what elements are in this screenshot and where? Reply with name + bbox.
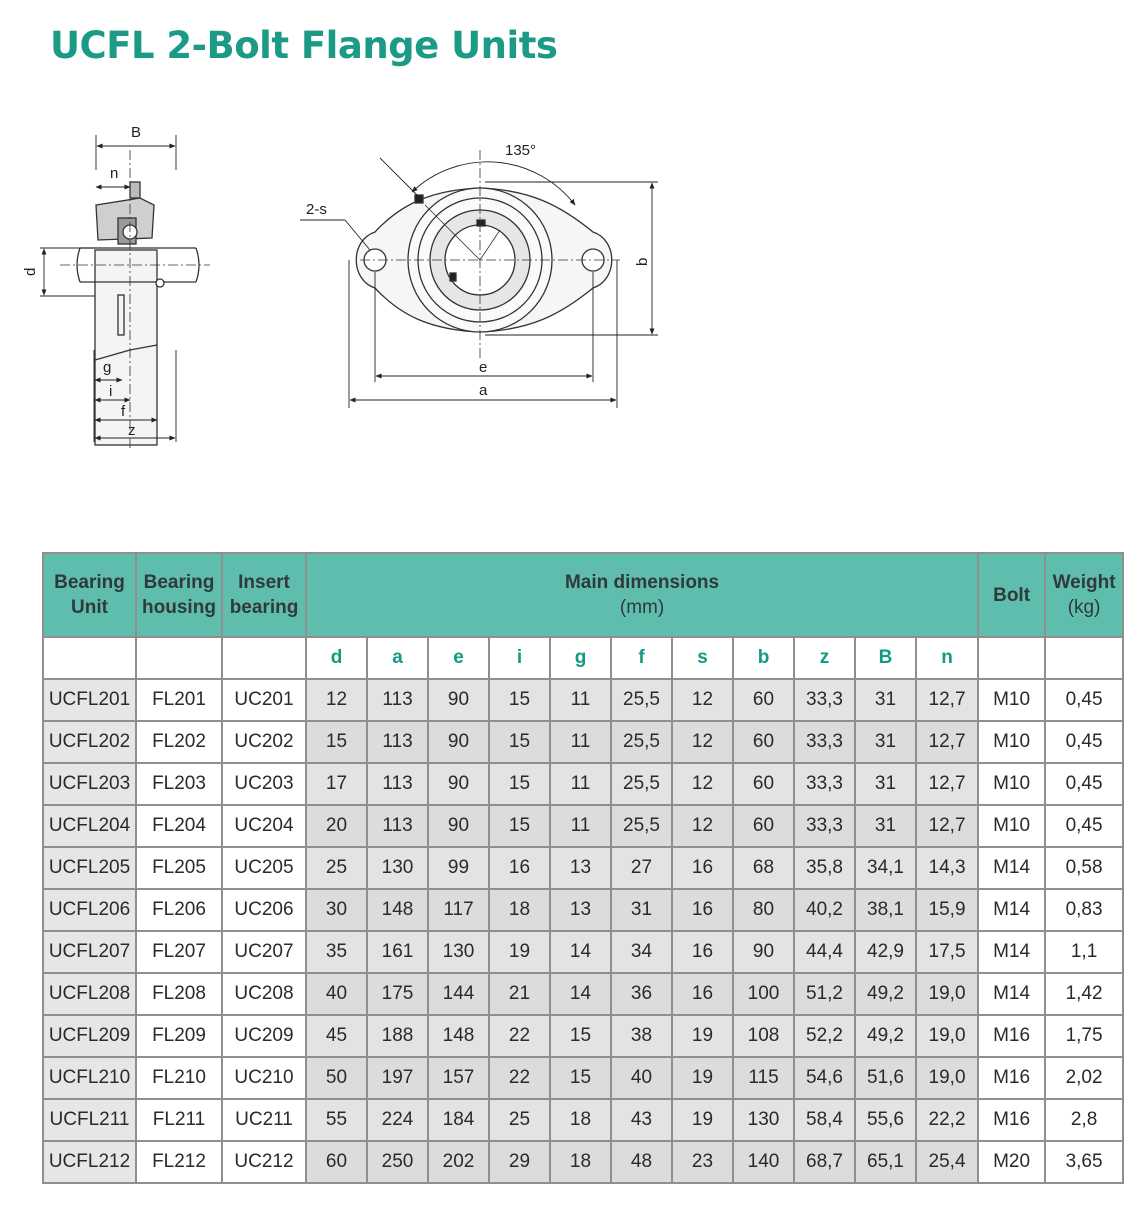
cell-dimension-b: 100 <box>733 973 794 1015</box>
cell-dimension-z: 33,3 <box>794 679 855 721</box>
header-insert-bearing-line1: Insert <box>238 572 290 593</box>
cell-dimension-b: 130 <box>733 1099 794 1141</box>
cell-dimension-g: 14 <box>550 931 611 973</box>
table-row <box>43 679 1123 721</box>
cell-weight: 0,45 <box>1045 721 1123 763</box>
blank-header-cell <box>1045 637 1123 679</box>
cell-dimension-i: 25 <box>489 1099 550 1141</box>
cell-dimension-e: 130 <box>428 931 489 973</box>
cell-dimension-f: 36 <box>611 973 672 1015</box>
cell-dimension-g: 11 <box>550 679 611 721</box>
cell-bearing-housing: FL204 <box>136 805 222 847</box>
label-2-s: 2-s <box>306 201 327 218</box>
cell-bearing-unit: UCFL201 <box>43 679 136 721</box>
dimension-symbol-row <box>43 637 1123 679</box>
cell-dimension-B: 31 <box>855 679 916 721</box>
header-bearing-housing <box>136 553 222 637</box>
cell-dimension-B: 55,6 <box>855 1099 916 1141</box>
cell-dimension-B: 51,6 <box>855 1057 916 1099</box>
cell-dimension-g: 11 <box>550 805 611 847</box>
label-d: d <box>22 267 39 276</box>
cell-dimension-a: 224 <box>367 1099 428 1141</box>
cell-dimension-d: 50 <box>306 1057 367 1099</box>
cell-dimension-i: 22 <box>489 1015 550 1057</box>
cell-dimension-a: 130 <box>367 847 428 889</box>
blank-header-cell <box>978 637 1045 679</box>
label-z: z <box>128 422 136 439</box>
cell-dimension-z: 58,4 <box>794 1099 855 1141</box>
cell-dimension-e: 90 <box>428 763 489 805</box>
cell-dimension-a: 161 <box>367 931 428 973</box>
cell-dimension-i: 15 <box>489 805 550 847</box>
cell-insert-bearing: UC209 <box>222 1015 306 1057</box>
cell-insert-bearing: UC201 <box>222 679 306 721</box>
table-row <box>43 889 1123 931</box>
cell-bolt: M16 <box>978 1099 1045 1141</box>
header-bearing-housing-line2: housing <box>142 597 216 618</box>
cell-dimension-b: 60 <box>733 679 794 721</box>
cell-dimension-B: 31 <box>855 805 916 847</box>
cell-dimension-b: 108 <box>733 1015 794 1057</box>
cell-dimension-f: 38 <box>611 1015 672 1057</box>
cell-dimension-e: 202 <box>428 1141 489 1183</box>
cell-weight: 0,45 <box>1045 679 1123 721</box>
cell-bolt: M10 <box>978 763 1045 805</box>
cell-dimension-f: 25,5 <box>611 721 672 763</box>
cell-dimension-z: 54,6 <box>794 1057 855 1099</box>
cell-bolt: M20 <box>978 1141 1045 1183</box>
side-view-drawing <box>60 150 210 450</box>
cell-dimension-z: 51,2 <box>794 973 855 1015</box>
label-angle-135: 135° <box>505 142 537 159</box>
cell-dimension-a: 113 <box>367 679 428 721</box>
cell-dimension-n: 17,5 <box>916 931 978 973</box>
cell-dimension-b: 80 <box>733 889 794 931</box>
cell-dimension-d: 45 <box>306 1015 367 1057</box>
cell-dimension-n: 12,7 <box>916 805 978 847</box>
cell-dimension-f: 43 <box>611 1099 672 1141</box>
cell-dimension-s: 16 <box>672 931 733 973</box>
cell-bearing-housing: FL212 <box>136 1141 222 1183</box>
cell-weight: 1,42 <box>1045 973 1123 1015</box>
cell-dimension-n: 12,7 <box>916 763 978 805</box>
cell-dimension-d: 15 <box>306 721 367 763</box>
cell-dimension-B: 34,1 <box>855 847 916 889</box>
cell-dimension-B: 49,2 <box>855 973 916 1015</box>
cell-dimension-d: 60 <box>306 1141 367 1183</box>
dimension-header-s: s <box>672 637 733 679</box>
cell-dimension-z: 33,3 <box>794 763 855 805</box>
table-row <box>43 805 1123 847</box>
cell-dimension-a: 113 <box>367 805 428 847</box>
cell-dimension-z: 33,3 <box>794 721 855 763</box>
table-row <box>43 763 1123 805</box>
cell-bolt: M10 <box>978 721 1045 763</box>
cell-dimension-e: 184 <box>428 1099 489 1141</box>
header-bolt-label: Bolt <box>993 584 1031 606</box>
cell-dimension-s: 19 <box>672 1099 733 1141</box>
cell-dimension-a: 175 <box>367 973 428 1015</box>
page-title: UCFL 2-Bolt Flange Units <box>50 24 558 67</box>
cell-bearing-unit: UCFL209 <box>43 1015 136 1057</box>
cell-bearing-unit: UCFL204 <box>43 805 136 847</box>
cell-bearing-unit: UCFL207 <box>43 931 136 973</box>
label-B: B <box>131 124 142 141</box>
label-f: f <box>121 403 126 420</box>
cell-bearing-unit: UCFL205 <box>43 847 136 889</box>
cell-weight: 1,75 <box>1045 1015 1123 1057</box>
cell-insert-bearing: UC208 <box>222 973 306 1015</box>
cell-insert-bearing: UC202 <box>222 721 306 763</box>
cell-weight: 1,1 <box>1045 931 1123 973</box>
cell-dimension-d: 25 <box>306 847 367 889</box>
cell-bearing-unit: UCFL210 <box>43 1057 136 1099</box>
cell-dimension-f: 31 <box>611 889 672 931</box>
header-main-dimensions-unit: (mm) <box>619 597 665 618</box>
cell-dimension-s: 12 <box>672 679 733 721</box>
cell-dimension-b: 60 <box>733 721 794 763</box>
header-bearing-housing-line1: Bearing <box>143 572 215 593</box>
cell-dimension-B: 42,9 <box>855 931 916 973</box>
cell-dimension-s: 16 <box>672 847 733 889</box>
cell-dimension-f: 48 <box>611 1141 672 1183</box>
cell-dimension-f: 25,5 <box>611 679 672 721</box>
dimension-header-g: g <box>550 637 611 679</box>
cell-dimension-d: 40 <box>306 973 367 1015</box>
cell-bolt: M16 <box>978 1057 1045 1099</box>
header-weight <box>1045 553 1123 637</box>
cell-weight: 3,65 <box>1045 1141 1123 1183</box>
cell-bearing-unit: UCFL212 <box>43 1141 136 1183</box>
front-view-drawing <box>356 150 620 360</box>
cell-dimension-f: 27 <box>611 847 672 889</box>
cell-dimension-n: 19,0 <box>916 1015 978 1057</box>
cell-weight: 0,58 <box>1045 847 1123 889</box>
table-row <box>43 1015 1123 1057</box>
cell-weight: 2,02 <box>1045 1057 1123 1099</box>
cell-bearing-housing: FL201 <box>136 679 222 721</box>
dimension-header-n: n <box>916 637 978 679</box>
cell-bearing-unit: UCFL206 <box>43 889 136 931</box>
flange-unit-technical-drawing <box>0 110 700 450</box>
cell-dimension-s: 12 <box>672 805 733 847</box>
cell-bearing-unit: UCFL203 <box>43 763 136 805</box>
label-n: n <box>110 165 119 182</box>
table-row <box>43 721 1123 763</box>
cell-dimension-s: 12 <box>672 763 733 805</box>
cell-dimension-e: 90 <box>428 805 489 847</box>
dimension-header-i: i <box>489 637 550 679</box>
cell-insert-bearing: UC210 <box>222 1057 306 1099</box>
cell-bearing-housing: FL206 <box>136 889 222 931</box>
cell-insert-bearing: UC205 <box>222 847 306 889</box>
table-row <box>43 1141 1123 1183</box>
cell-dimension-e: 144 <box>428 973 489 1015</box>
cell-bolt: M14 <box>978 847 1045 889</box>
dimension-header-z: z <box>794 637 855 679</box>
label-g: g <box>103 359 112 376</box>
cell-bearing-unit: UCFL208 <box>43 973 136 1015</box>
header-bearing-unit-line2: Unit <box>71 597 108 618</box>
cell-dimension-s: 23 <box>672 1141 733 1183</box>
cell-dimension-n: 15,9 <box>916 889 978 931</box>
dimension-header-e: e <box>428 637 489 679</box>
cell-weight: 0,83 <box>1045 889 1123 931</box>
label-e: e <box>479 359 488 376</box>
cell-insert-bearing: UC206 <box>222 889 306 931</box>
cell-dimension-g: 14 <box>550 973 611 1015</box>
header-bolt <box>978 553 1045 637</box>
cell-dimension-b: 60 <box>733 763 794 805</box>
cell-dimension-g: 11 <box>550 721 611 763</box>
cell-bearing-housing: FL203 <box>136 763 222 805</box>
header-bearing-unit-line1: Bearing <box>54 572 125 593</box>
cell-dimension-n: 25,4 <box>916 1141 978 1183</box>
cell-dimension-f: 25,5 <box>611 763 672 805</box>
cell-dimension-i: 16 <box>489 847 550 889</box>
cell-dimension-B: 65,1 <box>855 1141 916 1183</box>
cell-bearing-housing: FL202 <box>136 721 222 763</box>
cell-dimension-e: 148 <box>428 1015 489 1057</box>
header-weight-label: Weight <box>1052 572 1116 593</box>
cell-dimension-i: 15 <box>489 763 550 805</box>
cell-dimension-b: 140 <box>733 1141 794 1183</box>
cell-bearing-housing: FL211 <box>136 1099 222 1141</box>
cell-dimension-g: 18 <box>550 1141 611 1183</box>
dimension-header-a: a <box>367 637 428 679</box>
cell-dimension-d: 20 <box>306 805 367 847</box>
cell-dimension-B: 31 <box>855 763 916 805</box>
cell-dimension-d: 12 <box>306 679 367 721</box>
cell-dimension-g: 18 <box>550 1099 611 1141</box>
cell-dimension-s: 19 <box>672 1015 733 1057</box>
cell-dimension-z: 68,7 <box>794 1141 855 1183</box>
cell-dimension-i: 15 <box>489 721 550 763</box>
cell-insert-bearing: UC211 <box>222 1099 306 1141</box>
cell-dimension-a: 197 <box>367 1057 428 1099</box>
cell-dimension-i: 15 <box>489 679 550 721</box>
cell-dimension-g: 15 <box>550 1057 611 1099</box>
header-insert-bearing-line2: bearing <box>229 597 299 618</box>
table-row <box>43 1099 1123 1141</box>
cell-dimension-B: 38,1 <box>855 889 916 931</box>
table-row <box>43 1057 1123 1099</box>
cell-bearing-housing: FL209 <box>136 1015 222 1057</box>
cell-dimension-e: 90 <box>428 721 489 763</box>
cell-dimension-f: 40 <box>611 1057 672 1099</box>
cell-bearing-unit: UCFL211 <box>43 1099 136 1141</box>
cell-dimension-s: 16 <box>672 973 733 1015</box>
cell-dimension-e: 99 <box>428 847 489 889</box>
cell-bearing-housing: FL208 <box>136 973 222 1015</box>
cell-bolt: M14 <box>978 931 1045 973</box>
header-bearing-unit <box>43 553 136 637</box>
cell-dimension-i: 21 <box>489 973 550 1015</box>
cell-dimension-b: 68 <box>733 847 794 889</box>
cell-dimension-a: 113 <box>367 763 428 805</box>
label-a: a <box>479 382 488 399</box>
cell-dimension-a: 148 <box>367 889 428 931</box>
dimensions-table <box>42 552 1124 1184</box>
cell-insert-bearing: UC203 <box>222 763 306 805</box>
cell-dimension-n: 12,7 <box>916 721 978 763</box>
header-main-dimensions-label: Main dimensions <box>564 572 720 593</box>
cell-dimension-s: 16 <box>672 889 733 931</box>
cell-dimension-z: 44,4 <box>794 931 855 973</box>
dimension-header-B: B <box>855 637 916 679</box>
cell-dimension-b: 60 <box>733 805 794 847</box>
cell-bolt: M14 <box>978 889 1045 931</box>
blank-header-cell <box>43 637 136 679</box>
cell-dimension-e: 157 <box>428 1057 489 1099</box>
cell-dimension-b: 115 <box>733 1057 794 1099</box>
cell-dimension-n: 19,0 <box>916 973 978 1015</box>
dimension-header-d: d <box>306 637 367 679</box>
cell-bolt: M14 <box>978 973 1045 1015</box>
cell-dimension-d: 55 <box>306 1099 367 1141</box>
cell-dimension-i: 29 <box>489 1141 550 1183</box>
cell-weight: 2,8 <box>1045 1099 1123 1141</box>
cell-dimension-d: 30 <box>306 889 367 931</box>
cell-dimension-z: 40,2 <box>794 889 855 931</box>
cell-insert-bearing: UC212 <box>222 1141 306 1183</box>
header-main-dimensions <box>306 553 978 637</box>
cell-dimension-s: 19 <box>672 1057 733 1099</box>
table-row <box>43 847 1123 889</box>
cell-dimension-g: 13 <box>550 889 611 931</box>
cell-dimension-e: 90 <box>428 679 489 721</box>
cell-dimension-f: 34 <box>611 931 672 973</box>
cell-dimension-g: 13 <box>550 847 611 889</box>
dimension-header-b: b <box>733 637 794 679</box>
cell-dimension-n: 22,2 <box>916 1099 978 1141</box>
cell-dimension-e: 117 <box>428 889 489 931</box>
cell-dimension-d: 17 <box>306 763 367 805</box>
dimensions-table-body <box>43 679 1123 1183</box>
cell-dimension-d: 35 <box>306 931 367 973</box>
header-insert-bearing <box>222 553 306 637</box>
cell-bolt: M16 <box>978 1015 1045 1057</box>
cell-dimension-i: 22 <box>489 1057 550 1099</box>
blank-header-cell <box>222 637 306 679</box>
cell-dimension-B: 31 <box>855 721 916 763</box>
cell-insert-bearing: UC207 <box>222 931 306 973</box>
cell-bolt: M10 <box>978 679 1045 721</box>
cell-dimension-n: 12,7 <box>916 679 978 721</box>
cell-dimension-b: 90 <box>733 931 794 973</box>
cell-dimension-g: 11 <box>550 763 611 805</box>
dimension-header-f: f <box>611 637 672 679</box>
cell-bearing-unit: UCFL202 <box>43 721 136 763</box>
blank-header-cell <box>136 637 222 679</box>
cell-weight: 0,45 <box>1045 763 1123 805</box>
cell-dimension-z: 52,2 <box>794 1015 855 1057</box>
cell-insert-bearing: UC204 <box>222 805 306 847</box>
cell-bearing-housing: FL205 <box>136 847 222 889</box>
cell-bearing-housing: FL210 <box>136 1057 222 1099</box>
cell-dimension-n: 19,0 <box>916 1057 978 1099</box>
cell-dimension-z: 35,8 <box>794 847 855 889</box>
cell-dimension-f: 25,5 <box>611 805 672 847</box>
cell-dimension-i: 18 <box>489 889 550 931</box>
label-i: i <box>109 383 113 400</box>
cell-dimension-a: 113 <box>367 721 428 763</box>
cell-dimension-i: 19 <box>489 931 550 973</box>
cell-dimension-z: 33,3 <box>794 805 855 847</box>
cell-dimension-n: 14,3 <box>916 847 978 889</box>
table-row <box>43 973 1123 1015</box>
cell-dimension-s: 12 <box>672 721 733 763</box>
cell-dimension-g: 15 <box>550 1015 611 1057</box>
cell-dimension-a: 188 <box>367 1015 428 1057</box>
cell-bearing-housing: FL207 <box>136 931 222 973</box>
cell-weight: 0,45 <box>1045 805 1123 847</box>
label-b: b <box>634 257 651 266</box>
table-row <box>43 931 1123 973</box>
cell-bolt: M10 <box>978 805 1045 847</box>
cell-dimension-a: 250 <box>367 1141 428 1183</box>
cell-dimension-B: 49,2 <box>855 1015 916 1057</box>
header-weight-unit: (kg) <box>1067 597 1101 618</box>
